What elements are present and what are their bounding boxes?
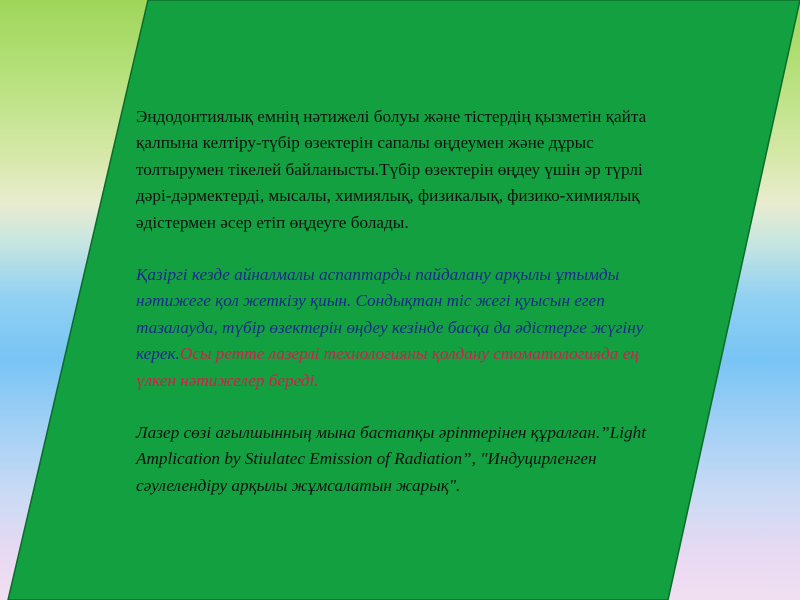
paragraph-laser-definition: Лазер сөзі ағылшынның мына бастапқы әріптерінен құралған.”Light Amplication by Stiulatec Emission of Radiation”, "Индуцирленген сәулелендіру арқылы жұмсалатын жарық".: [136, 423, 646, 495]
paragraph-endodontic-treatment: Эндодонтиялық емнің нәтижелі болуы және тістердің қызметін қайта қалпына келтіру-түбір өзектерін сапалы өңдеумен және дұрыс толтырумен тікелей байланысты.Түбір өзектерін өңдеу үшін әр түрлі дәрі-дәрмектерді, мысалы, химиялық, физикалық, физико-химиялық әдістермен әсер етіп өңдеуге болады.: [136, 107, 647, 232]
paragraph-rotary-instruments-text: Қазіргі кезде айналмалы аспаптарды пайдалану арқылы ұтымды нәтижеге қол жеткізу қиын. Сондықтан тіс жегі қуысын егеп тазалауда, түбір өзектерін өңдеу кезінде басқа да әдістерге жүгіну керек.: [136, 265, 644, 364]
paragraph-rotary-instruments: [136, 262, 676, 394]
laser-technology-highlight: Осы ретте лазерлі технологияны қолдану стоматологияда ең үлкен нәтижелер береді.: [136, 344, 639, 390]
slide-text-block: [136, 104, 676, 499]
